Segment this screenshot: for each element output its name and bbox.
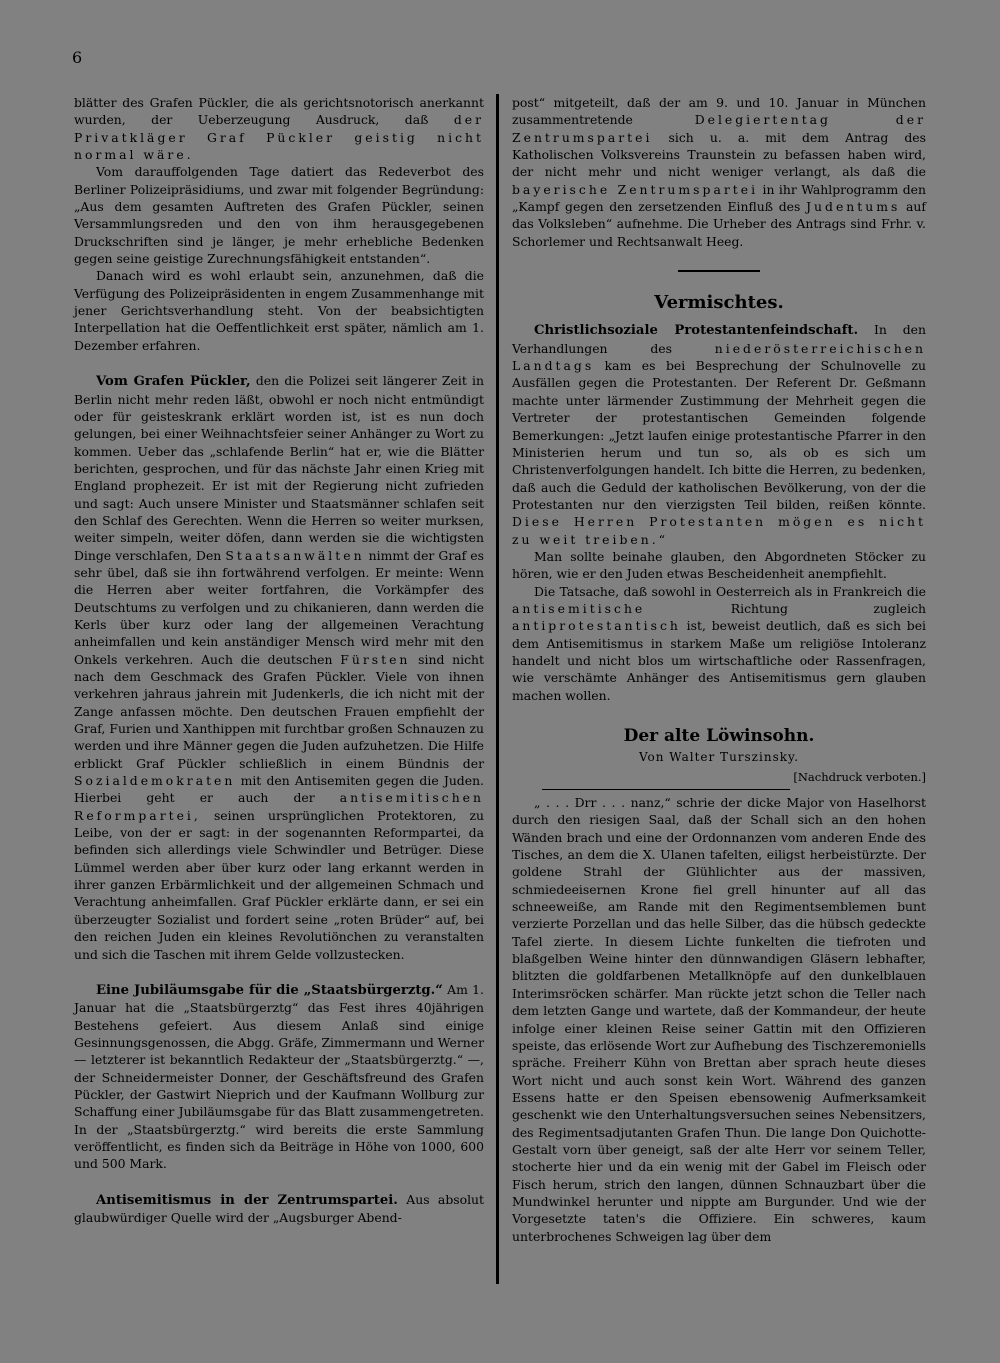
spaced-text: Sozialdemokraten xyxy=(74,773,236,789)
article-zentrumspartei xyxy=(74,1191,484,1227)
paragraph xyxy=(512,583,926,704)
left-column xyxy=(74,94,484,1226)
article-continuation xyxy=(74,94,484,163)
body-text: Aus absolut glaubwürdiger Quelle wird der „Augsburger Abend- xyxy=(74,1191,484,1225)
story-title: Der alte Löwinsohn. xyxy=(623,726,815,746)
article-heading: Eine Jubiläumsgabe für die „Staatsbürgerztg.“ xyxy=(96,982,443,998)
body-text: Am 1. Januar hat die „Staatsbürgerztg“ das Fest ihres 40jährigen Bestehens gefeiert. Aus diesem Anlaß sind einige Gesinnungsgenossen, die Abgg. Gräfe, Zimmermann und Werner — letzterer ist bekanntlich Redakteur der „Staatsbürgerztg.“ —, der Schneidermeister Donner, der Geschäftsfreund des Grafen Pückler, der Gastwirt Nieprich und der Kaufmann Wollburg zur Schaffung einer Jubiläumsgabe für das Blatt zusammengetreten. In der „Staatsbürgerztg.“ wird bereits die erste Sammlung veröffentlicht, es finden sich da Beiträge in Höhe von 1000, 600 und 500 Mark. xyxy=(74,981,484,1172)
spaced-text: Diese Herren Protestanten mögen es nicht zu weit treiben. xyxy=(512,514,926,547)
body-text: in ihr Wahlprogramm den „Kampf gegen den zersetzenden Einfluß des xyxy=(512,181,926,215)
right-column xyxy=(512,94,926,1245)
article-heading: Vom Grafen Pückler, xyxy=(96,374,251,390)
article-grafen-pueckler xyxy=(74,372,484,963)
section-divider xyxy=(678,270,760,272)
article-continuation xyxy=(512,94,926,250)
paragraph: Vom darauffolgenden Tage datiert das Redeverbot des Berliner Polizeipräsidiums, und zwar mit folgender Begründung: „Aus dem gesamten Auftreten des Grafen Pückler, seinen Versammlungsreden und den von ihm herausgegebenen Druckschriften sind je länger, je mehr erhebliche Bedenken gegen seine geistige Zurechnungsfähigkeit entstanden“. xyxy=(74,164,484,267)
body-text: In den Verhandlungen des xyxy=(512,322,926,356)
body-text: Richtung zugleich xyxy=(645,600,926,616)
body-text: nimmt der Graf es sehr übel, daß sie ihn fortwährend verfolgen. Er meinte: Wenn die Herren aber weiter fortfahren, die Vorkämpfer des Deutschtums zu verfolgen und zu chikanieren, dann werden die Kerls über kurz oder lang der allgemeinen Verachtung anheimfallen und kein anständiger Mensch wird mehr mit den Onkels verkehren. Auch die deutschen xyxy=(74,547,484,667)
spaced-text: der Privatkläger Graf Pückler geistig nicht normal wäre. xyxy=(74,112,484,163)
article-jubilaeumsgabe xyxy=(74,981,484,1173)
spaced-text: antiprotestantisch xyxy=(512,618,681,634)
spaced-text: Delegiertentag der Zentrumspartei xyxy=(512,112,926,145)
section-heading: Vermischtes. xyxy=(654,292,784,314)
spaced-text: Staatsanwälten xyxy=(225,547,365,563)
body-text: Die Tatsache, daß sowohl in Oesterreich als in Frankreich die xyxy=(534,583,926,599)
body-text: den die Polizei seit längerer Zeit in Berlin nicht mehr reden läßt, obwohl er noch nicht entmündigt oder für geisteskrank erklärt worden ist, ist es nun doch gelungen, bei einer Weihnachtsfeier seiner Anhänger zu Wort zu kommen. Ueber das „schlafende Berlin“ hat er, wie die Blätter berichten, gesprochen, und für das nächste Jahr einen Krieg mit England prophezeit. Er ist mit der Regierung nicht zufrieden und sagt: Auch unsere Minister und Staatsmänner schlafen seit den Schlaf des Gerechten. Wenn die Herren so weiter murksen, weiter simpeln, weiter döfen, dann werden sie die wichtigsten Dinge verschlafen, Den xyxy=(74,373,484,563)
body-text: mit den Antisemiten gegen die Juden. Hierbei geht er auch der xyxy=(74,773,484,806)
rights-notice: [Nachdruck verboten.] xyxy=(793,769,926,784)
body-text: ist, beweist deutlich, daß es sich bei dem Antisemitismus in starkem Maße um religiöse Intoleranz handelt und nicht blos um wirtschaftliche oder Rassenfragen, wie verschämte Anhänger des Antisemitismus gern glauben machen wollen. xyxy=(512,618,926,703)
body-text: blätter des Grafen Pückler, die als gerichtsnotorisch anerkannt wurden, der Ueberzeugung Ausdruck, daß xyxy=(74,95,484,128)
body-text: post“ mitgeteilt, daß der am 9. und 10. Januar in München zusammentretende xyxy=(512,95,926,128)
body-text: auf das Volksleben“ aufnehme. Die Urheber des Antrags sind Frhr. v. Schorlemer und Rechtsanwalt Heeg. xyxy=(512,199,926,249)
article-protestantenfeindschaft xyxy=(512,321,926,547)
byline-divider xyxy=(542,789,790,790)
body-text: “ xyxy=(658,531,665,547)
column-divider xyxy=(496,94,499,1284)
article-heading: Christlichsoziale Protestantenfeindschaft. xyxy=(534,323,859,339)
story-text: „ . . . Drr . . . nanz,“ schrie der dicke Major von Haselhorst durch den riesigen Saal, daß der Schall sich an den hohen Wänden brach und eine der Ordonnanzen vom anderen Ende des Tisches, an dem die X. Ulanen tafelten, eiligst herbeistürzte. Der goldene Strahl der Glühlichter aus der massiven, schmiedeeisernen Krone fiel grell hinunter auf all das schneeweiße, am Rande mit den Regimentsemblemen bunt verzierte Porzellan und das helle Silber, das die hübsch gedeckte Tafel zierte. In diesem Lichte funkelten die tiefroten und blaßgelben Weine hinter den dünnwandigen Gläsern lebhafter, blitzten die goldfarbenen Metallknöpfe auf den dunkelblauen Interimsröcken schärfer. Man rückte jetzt schon die Teller nach dem letzten Gange und wartete, daß der Kommandeur, der heute infolge einer kleinen Reise seiner Gattin mit den Offizieren speiste, das erlösende Wort zur Aufhebung des Tischzeremoniells spräche. Freiherr Kühn von Brettan aber sprach heute dieses Wort nicht und auch sonst kein Wort. Während des ganzen Essens hatte er den Speisen ebensowenig Aufmerksamkeit geschenkt wie den Unterhaltungsversuchen seines Nebensitzers, des Regimentsadjutanten Grafen Thun. Die lange Don Quichotte-Gestalt vorn über geneigt, saß der alte Herr vor seinem Teller, stocherte hier und da ein wenig mit der Gabel im Fleisch oder Fisch herum, strich den langen, dünnen Schnauzbart über die Mundwinkel herunter und nippte am Burgunder. Und wie der Vorgesetzte taten's die Offiziere. Ein schweres, kaum unterbrochenes Schweigen lag über dem xyxy=(512,795,926,1244)
body-text: seinen ursprünglichen Protektoren, zu Leibe, von der er sagt: in der sogenannten Reformpartei, da befinden sich allerdings viele Schwindler und Betrüger. Diese Lümmel werden aber über kurz oder lang erkannt werden in ihrer ganzen Erbärmlichkeit und der allgemeinen Schmach und Verachtung anheimfallen. Graf Pückler erklärte dann, er sei ein überzeugter Sozialist und fordert seine „roten Brüder“ auf, bei den reichen Juden ein kleines Revolutiönchen zu veranstalten und sich die Taschen mit ihrem Gelde vollzustecken. xyxy=(74,807,484,962)
spaced-text: bayerische Zentrumspartei xyxy=(512,181,759,197)
body-text: sind nicht nach dem Geschmack des Grafen Pückler. Viele von ihnen verkehren jahraus jahrein mit Judenkerls, die ich nicht mit der Zange anfassen möchte. Den deutschen Frauen empfiehlt der Graf, Furien und Xanthippen mit furchtbar großen Schnauzen zu werden und ihre Männer gegen die Juden aufzuhetzen. Die Hilfe erblickt Graf Pückler schließlich in einem Bündnis der xyxy=(74,651,485,771)
spaced-text: Fürsten xyxy=(340,651,411,667)
body-text: kam es bei Besprechung der Schulnovelle zu Ausfällen gegen die Protestanten. Der Referent Dr. Geßmann machte unter lärmender Zustimmung der Mehrheit gegen die Vertreter der protestantischen Gemeinden folgende Bemerkungen: „Jetzt laufen einige protestantische Pfarrer in den Ministerien herum und tun so, als ob es sich um Christenverfolgungen handelt. Ich bitte die Herren, zu bedenken, daß auch die Geduld der katholischen Bevölkerung, von der die Protestanten nur den vierzigsten Teil bilden, reißen könnte. xyxy=(512,358,926,512)
spaced-text: Judentums xyxy=(806,199,901,215)
article-heading: Antisemitismus in der Zentrumspartei. xyxy=(96,1192,398,1208)
spaced-text: antisemitischen Reformpartei, xyxy=(74,790,484,823)
page-number: 6 xyxy=(72,48,83,67)
story-byline: Von Walter Turszinsky. xyxy=(638,750,800,765)
spaced-text: niederösterreichischen Landtags xyxy=(512,340,926,374)
body-text: sich u. a. mit dem Antrag des Katholischen Volksvereins Traunstein zu befassen haben wird, der nicht mehr und nicht weniger verlangt, als daß die xyxy=(512,129,926,180)
spaced-text: antisemitische xyxy=(512,600,646,616)
paragraph: Danach wird es wohl erlaubt sein, anzunehmen, daß die Verfügung des Polizeipräsidenten in engem Zusammenhange mit jener Gerichtsverhandlung steht. Von der beabsichtigten Interpellation hat die Oeffentlichkeit erst später, nämlich am 1. Dezember erfahren. xyxy=(74,268,484,353)
paragraph: Man sollte beinahe glauben, den Abgordneten Stöcker zu hören, wie er den Juden etwas Bescheidenheit anempfiehlt. xyxy=(512,548,926,582)
